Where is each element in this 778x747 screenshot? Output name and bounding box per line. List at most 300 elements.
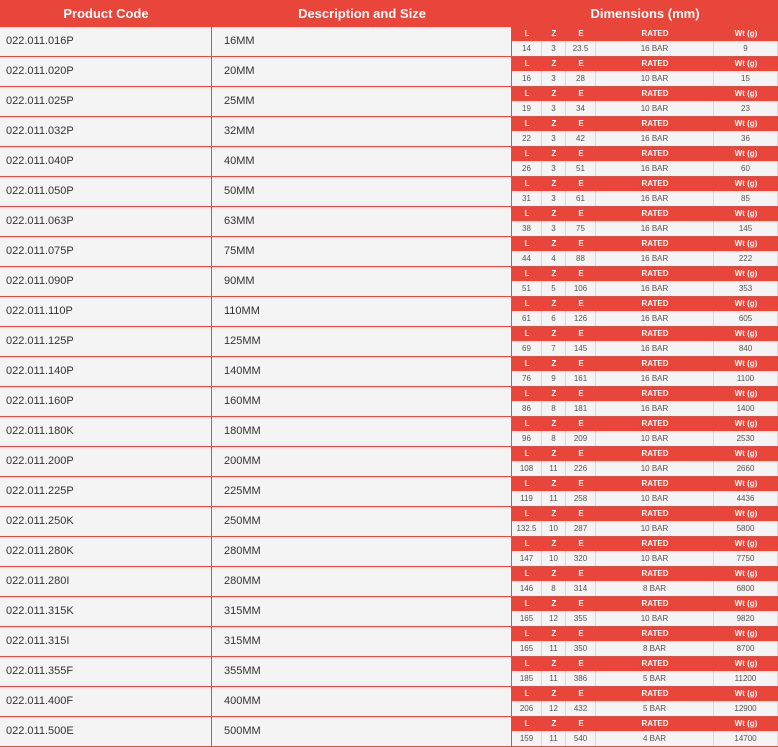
dimension-values xyxy=(512,281,778,296)
label-l: L xyxy=(524,419,530,428)
table-row xyxy=(0,207,778,237)
product-code-cell: 022.011.400F xyxy=(0,687,212,716)
label-weight: Wt (g) xyxy=(734,299,758,308)
description-cell: 500MM xyxy=(212,717,512,746)
label-e: E xyxy=(578,269,584,278)
label-z: Z xyxy=(551,329,557,338)
description-cell: 20MM xyxy=(212,57,512,86)
value-l: 31 xyxy=(512,191,542,206)
value-l: 96 xyxy=(512,431,542,446)
value-rated: 5 BAR xyxy=(596,671,714,686)
table-row xyxy=(0,657,778,687)
description-cell: 110MM xyxy=(212,297,512,326)
value-e: 432 xyxy=(566,701,596,716)
label-l: L xyxy=(524,689,530,698)
label-weight: Wt (g) xyxy=(734,539,758,548)
dimension-values xyxy=(512,491,778,506)
product-code-cell: 022.011.180K xyxy=(0,417,212,446)
label-e: E xyxy=(578,299,584,308)
value-z: 10 xyxy=(542,551,566,566)
label-z: Z xyxy=(551,299,557,308)
table-row xyxy=(0,567,778,597)
label-e: E xyxy=(578,209,584,218)
value-z: 11 xyxy=(542,461,566,476)
value-weight: 1400 xyxy=(714,401,778,416)
dimension-values xyxy=(512,341,778,356)
label-l: L xyxy=(524,479,530,488)
value-l: 16 xyxy=(512,71,542,86)
label-z: Z xyxy=(551,29,557,38)
value-e: 126 xyxy=(566,311,596,326)
label-weight: Wt (g) xyxy=(734,569,758,578)
label-rated: RATED xyxy=(641,599,669,608)
value-l: 76 xyxy=(512,371,542,386)
label-l: L xyxy=(524,599,530,608)
value-weight: 36 xyxy=(714,131,778,146)
dimension-labels xyxy=(512,477,778,491)
dimension-labels xyxy=(512,147,778,161)
value-l: 165 xyxy=(512,641,542,656)
value-l: 132.5 xyxy=(512,521,542,536)
value-l: 108 xyxy=(512,461,542,476)
product-code-cell: 022.011.250K xyxy=(0,507,212,536)
table-row xyxy=(0,267,778,297)
label-rated: RATED xyxy=(641,269,669,278)
value-weight: 2530 xyxy=(714,431,778,446)
label-e: E xyxy=(578,239,584,248)
label-rated: RATED xyxy=(641,419,669,428)
dimension-values xyxy=(512,221,778,236)
value-rated: 10 BAR xyxy=(596,431,714,446)
product-code-cell: 022.011.280I xyxy=(0,567,212,596)
description-cell: 400MM xyxy=(212,687,512,716)
label-weight: Wt (g) xyxy=(734,719,758,728)
value-z: 10 xyxy=(542,521,566,536)
dimensions-cell xyxy=(512,717,778,746)
product-code-cell: 022.011.355F xyxy=(0,657,212,686)
label-z: Z xyxy=(551,359,557,368)
dimensions-cell xyxy=(512,267,778,296)
dimensions-cell xyxy=(512,237,778,266)
value-l: 146 xyxy=(512,581,542,596)
value-e: 75 xyxy=(566,221,596,236)
value-z: 8 xyxy=(542,401,566,416)
label-weight: Wt (g) xyxy=(734,689,758,698)
value-e: 258 xyxy=(566,491,596,506)
value-z: 12 xyxy=(542,611,566,626)
value-weight: 2660 xyxy=(714,461,778,476)
label-e: E xyxy=(578,389,584,398)
product-code-cell: 022.011.025P xyxy=(0,87,212,116)
dimensions-cell xyxy=(512,297,778,326)
label-e: E xyxy=(578,419,584,428)
description-cell: 40MM xyxy=(212,147,512,176)
value-e: 320 xyxy=(566,551,596,566)
table-row xyxy=(0,687,778,717)
value-l: 159 xyxy=(512,731,542,746)
dimension-labels xyxy=(512,207,778,221)
table-row xyxy=(0,417,778,447)
dimension-values xyxy=(512,251,778,266)
table-row xyxy=(0,27,778,57)
table-row xyxy=(0,57,778,87)
dimension-labels xyxy=(512,657,778,671)
label-l: L xyxy=(524,359,530,368)
table-row xyxy=(0,357,778,387)
label-rated: RATED xyxy=(641,329,669,338)
label-weight: Wt (g) xyxy=(734,239,758,248)
label-z: Z xyxy=(551,119,557,128)
description-cell: 280MM xyxy=(212,537,512,566)
dimension-labels xyxy=(512,597,778,611)
value-z: 11 xyxy=(542,731,566,746)
description-cell: 16MM xyxy=(212,27,512,56)
value-e: 314 xyxy=(566,581,596,596)
description-cell: 32MM xyxy=(212,117,512,146)
label-z: Z xyxy=(551,629,557,638)
value-rated: 16 BAR xyxy=(596,161,714,176)
product-code-cell: 022.011.050P xyxy=(0,177,212,206)
label-rated: RATED xyxy=(641,479,669,488)
label-l: L xyxy=(524,89,530,98)
label-e: E xyxy=(578,479,584,488)
value-z: 12 xyxy=(542,701,566,716)
value-weight: 4436 xyxy=(714,491,778,506)
value-z: 11 xyxy=(542,671,566,686)
value-rated: 16 BAR xyxy=(596,131,714,146)
label-l: L xyxy=(524,269,530,278)
label-weight: Wt (g) xyxy=(734,389,758,398)
label-l: L xyxy=(524,449,530,458)
value-weight: 840 xyxy=(714,341,778,356)
product-code-cell: 022.011.020P xyxy=(0,57,212,86)
label-rated: RATED xyxy=(641,179,669,188)
description-cell: 250MM xyxy=(212,507,512,536)
label-z: Z xyxy=(551,209,557,218)
label-e: E xyxy=(578,59,584,68)
dimension-values xyxy=(512,461,778,476)
label-l: L xyxy=(524,329,530,338)
product-code-cell: 022.011.110P xyxy=(0,297,212,326)
label-l: L xyxy=(524,179,530,188)
value-l: 14 xyxy=(512,41,542,56)
dimension-labels xyxy=(512,567,778,581)
label-weight: Wt (g) xyxy=(734,179,758,188)
dimension-values xyxy=(512,641,778,656)
table-row xyxy=(0,177,778,207)
value-rated: 10 BAR xyxy=(596,101,714,116)
value-l: 51 xyxy=(512,281,542,296)
dimension-values xyxy=(512,131,778,146)
description-cell: 75MM xyxy=(212,237,512,266)
value-rated: 16 BAR xyxy=(596,371,714,386)
value-e: 226 xyxy=(566,461,596,476)
dimensions-cell xyxy=(512,507,778,536)
label-rated: RATED xyxy=(641,539,669,548)
label-z: Z xyxy=(551,689,557,698)
description-cell: 140MM xyxy=(212,357,512,386)
product-code-cell: 022.011.280K xyxy=(0,537,212,566)
label-weight: Wt (g) xyxy=(734,89,758,98)
value-z: 6 xyxy=(542,311,566,326)
value-l: 22 xyxy=(512,131,542,146)
value-l: 38 xyxy=(512,221,542,236)
dimensions-cell xyxy=(512,57,778,86)
label-weight: Wt (g) xyxy=(734,209,758,218)
label-weight: Wt (g) xyxy=(734,479,758,488)
dimensions-cell xyxy=(512,117,778,146)
value-z: 11 xyxy=(542,641,566,656)
dimension-values xyxy=(512,191,778,206)
dimensions-cell xyxy=(512,567,778,596)
dimensions-cell xyxy=(512,327,778,356)
description-cell: 200MM xyxy=(212,447,512,476)
value-z: 8 xyxy=(542,581,566,596)
value-weight: 1100 xyxy=(714,371,778,386)
label-z: Z xyxy=(551,269,557,278)
dimension-values xyxy=(512,161,778,176)
label-z: Z xyxy=(551,179,557,188)
label-e: E xyxy=(578,509,584,518)
value-l: 61 xyxy=(512,311,542,326)
dimensions-cell xyxy=(512,687,778,716)
description-cell: 225MM xyxy=(212,477,512,506)
value-weight: 5800 xyxy=(714,521,778,536)
label-weight: Wt (g) xyxy=(734,659,758,668)
dimension-labels xyxy=(512,717,778,731)
label-z: Z xyxy=(551,599,557,608)
label-e: E xyxy=(578,599,584,608)
value-rated: 10 BAR xyxy=(596,71,714,86)
table-row xyxy=(0,87,778,117)
label-l: L xyxy=(524,119,530,128)
value-e: 145 xyxy=(566,341,596,356)
dimension-labels xyxy=(512,507,778,521)
value-e: 88 xyxy=(566,251,596,266)
label-weight: Wt (g) xyxy=(734,59,758,68)
value-e: 42 xyxy=(566,131,596,146)
value-z: 5 xyxy=(542,281,566,296)
dimensions-cell xyxy=(512,27,778,56)
dimensions-cell xyxy=(512,597,778,626)
label-rated: RATED xyxy=(641,149,669,158)
dimension-values xyxy=(512,401,778,416)
label-e: E xyxy=(578,629,584,638)
value-z: 11 xyxy=(542,491,566,506)
value-l: 206 xyxy=(512,701,542,716)
dimension-values xyxy=(512,521,778,536)
value-z: 3 xyxy=(542,41,566,56)
product-code-cell: 022.011.225P xyxy=(0,477,212,506)
value-weight: 15 xyxy=(714,71,778,86)
label-e: E xyxy=(578,539,584,548)
label-e: E xyxy=(578,89,584,98)
value-weight: 7750 xyxy=(714,551,778,566)
value-weight: 14700 xyxy=(714,731,778,746)
label-rated: RATED xyxy=(641,659,669,668)
value-l: 19 xyxy=(512,101,542,116)
product-code-cell: 022.011.125P xyxy=(0,327,212,356)
label-z: Z xyxy=(551,419,557,428)
value-rated: 4 BAR xyxy=(596,731,714,746)
value-weight: 9 xyxy=(714,41,778,56)
label-weight: Wt (g) xyxy=(734,329,758,338)
dimension-values xyxy=(512,41,778,56)
description-cell: 90MM xyxy=(212,267,512,296)
value-l: 165 xyxy=(512,611,542,626)
dimension-values xyxy=(512,311,778,326)
label-rated: RATED xyxy=(641,119,669,128)
label-z: Z xyxy=(551,509,557,518)
dimension-labels xyxy=(512,177,778,191)
value-z: 7 xyxy=(542,341,566,356)
dimension-labels xyxy=(512,387,778,401)
value-l: 69 xyxy=(512,341,542,356)
product-code-cell: 022.011.090P xyxy=(0,267,212,296)
table-row xyxy=(0,297,778,327)
value-e: 355 xyxy=(566,611,596,626)
value-l: 119 xyxy=(512,491,542,506)
dimension-values xyxy=(512,431,778,446)
value-weight: 8700 xyxy=(714,641,778,656)
label-z: Z xyxy=(551,389,557,398)
label-l: L xyxy=(524,209,530,218)
label-rated: RATED xyxy=(641,299,669,308)
value-z: 9 xyxy=(542,371,566,386)
label-weight: Wt (g) xyxy=(734,599,758,608)
dimension-values xyxy=(512,71,778,86)
value-e: 287 xyxy=(566,521,596,536)
dimensions-cell xyxy=(512,537,778,566)
value-rated: 16 BAR xyxy=(596,401,714,416)
label-z: Z xyxy=(551,449,557,458)
dimension-values xyxy=(512,371,778,386)
label-e: E xyxy=(578,719,584,728)
label-e: E xyxy=(578,179,584,188)
dimension-labels xyxy=(512,237,778,251)
description-cell: 355MM xyxy=(212,657,512,686)
product-code-cell: 022.011.200P xyxy=(0,447,212,476)
label-l: L xyxy=(524,59,530,68)
label-rated: RATED xyxy=(641,719,669,728)
label-l: L xyxy=(524,539,530,548)
dimension-labels xyxy=(512,447,778,461)
value-e: 61 xyxy=(566,191,596,206)
product-code-cell: 022.011.160P xyxy=(0,387,212,416)
label-z: Z xyxy=(551,659,557,668)
value-l: 185 xyxy=(512,671,542,686)
dimensions-cell xyxy=(512,447,778,476)
label-e: E xyxy=(578,329,584,338)
product-code-cell: 022.011.315I xyxy=(0,627,212,656)
label-z: Z xyxy=(551,239,557,248)
product-table xyxy=(0,27,778,747)
label-rated: RATED xyxy=(641,389,669,398)
dimension-values xyxy=(512,551,778,566)
value-weight: 605 xyxy=(714,311,778,326)
dimensions-header: Dimensions (mm) xyxy=(590,6,700,21)
value-rated: 10 BAR xyxy=(596,491,714,506)
dimensions-cell xyxy=(512,477,778,506)
table-row xyxy=(0,117,778,147)
dimension-labels xyxy=(512,297,778,311)
label-rated: RATED xyxy=(641,239,669,248)
value-e: 386 xyxy=(566,671,596,686)
label-rated: RATED xyxy=(641,689,669,698)
label-l: L xyxy=(524,29,530,38)
value-weight: 145 xyxy=(714,221,778,236)
label-rated: RATED xyxy=(641,29,669,38)
dimension-values xyxy=(512,581,778,596)
product-code-cell: 022.011.040P xyxy=(0,147,212,176)
label-rated: RATED xyxy=(641,509,669,518)
dimension-labels xyxy=(512,417,778,431)
value-rated: 10 BAR xyxy=(596,461,714,476)
value-weight: 85 xyxy=(714,191,778,206)
value-rated: 16 BAR xyxy=(596,251,714,266)
table-row xyxy=(0,447,778,477)
dimension-labels xyxy=(512,357,778,371)
value-rated: 16 BAR xyxy=(596,311,714,326)
value-rated: 10 BAR xyxy=(596,551,714,566)
value-weight: 353 xyxy=(714,281,778,296)
label-weight: Wt (g) xyxy=(734,119,758,128)
label-l: L xyxy=(524,569,530,578)
dimension-values xyxy=(512,101,778,116)
value-weight: 6800 xyxy=(714,581,778,596)
value-z: 3 xyxy=(542,101,566,116)
value-z: 3 xyxy=(542,161,566,176)
value-e: 181 xyxy=(566,401,596,416)
value-weight: 222 xyxy=(714,251,778,266)
label-l: L xyxy=(524,299,530,308)
value-z: 4 xyxy=(542,251,566,266)
value-rated: 16 BAR xyxy=(596,221,714,236)
product-code-cell: 022.011.500E xyxy=(0,717,212,746)
label-l: L xyxy=(524,629,530,638)
value-weight: 60 xyxy=(714,161,778,176)
product-code-cell: 022.011.140P xyxy=(0,357,212,386)
table-row xyxy=(0,537,778,567)
value-z: 8 xyxy=(542,431,566,446)
label-e: E xyxy=(578,149,584,158)
dimension-labels xyxy=(512,537,778,551)
label-z: Z xyxy=(551,569,557,578)
dimensions-cell xyxy=(512,207,778,236)
label-rated: RATED xyxy=(641,359,669,368)
value-e: 209 xyxy=(566,431,596,446)
value-rated: 8 BAR xyxy=(596,641,714,656)
product-code-cell: 022.011.063P xyxy=(0,207,212,236)
value-e: 161 xyxy=(566,371,596,386)
value-rated: 16 BAR xyxy=(596,41,714,56)
description-cell: 63MM xyxy=(212,207,512,236)
table-row xyxy=(0,717,778,747)
label-l: L xyxy=(524,389,530,398)
value-rated: 5 BAR xyxy=(596,701,714,716)
value-rated: 10 BAR xyxy=(596,521,714,536)
dimension-labels xyxy=(512,117,778,131)
dimensions-cell xyxy=(512,147,778,176)
table-row xyxy=(0,507,778,537)
label-e: E xyxy=(578,569,584,578)
label-z: Z xyxy=(551,89,557,98)
table-row xyxy=(0,627,778,657)
dimensions-cell xyxy=(512,177,778,206)
value-rated: 16 BAR xyxy=(596,341,714,356)
value-e: 350 xyxy=(566,641,596,656)
description-cell: 280MM xyxy=(212,567,512,596)
